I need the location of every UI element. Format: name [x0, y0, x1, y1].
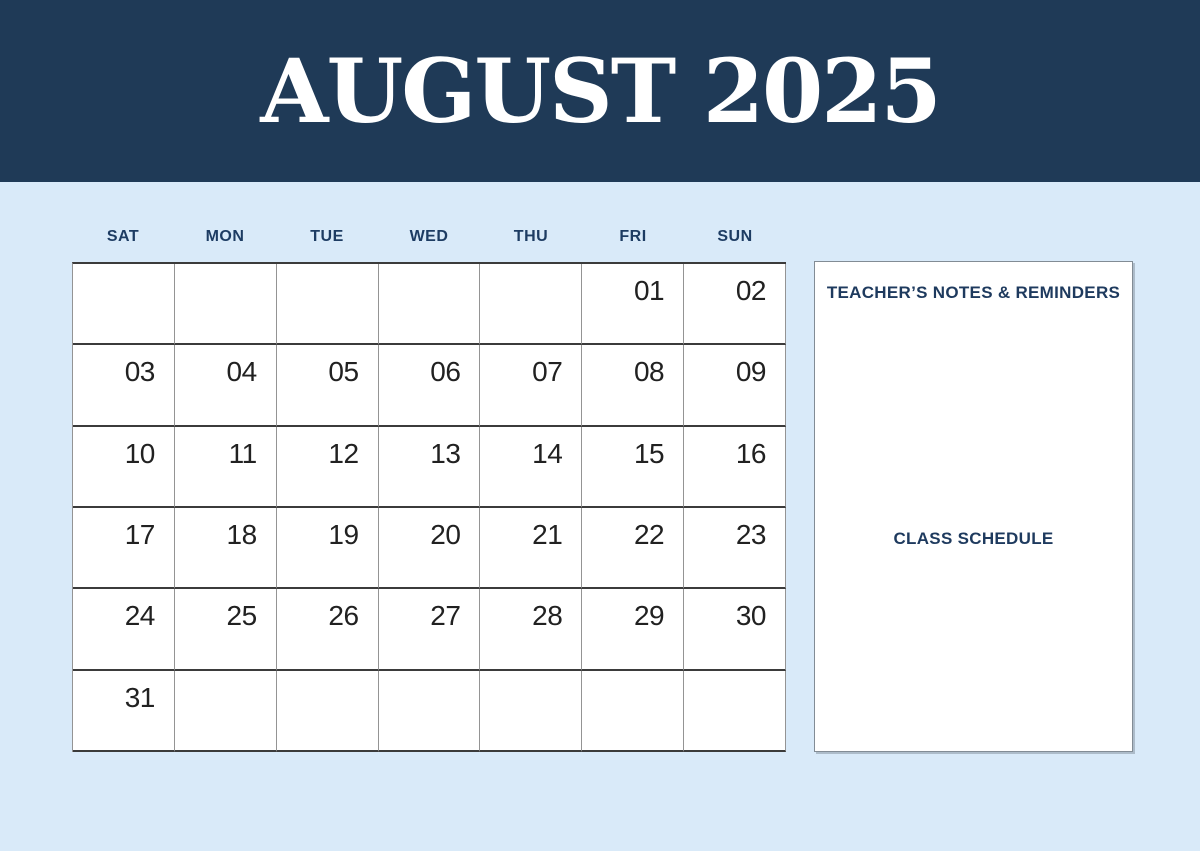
day-number: 03 — [124, 356, 155, 388]
calendar-day-cell-07 — [480, 345, 582, 426]
calendar-day-cell-26 — [277, 589, 379, 670]
header-banner — [0, 0, 1200, 182]
day-number: 30 — [735, 600, 766, 632]
calendar-day-cell-29 — [582, 589, 684, 670]
calendar-day-cell-27 — [379, 589, 481, 670]
calendar-day-cell-08 — [582, 345, 684, 426]
day-number: 10 — [124, 437, 155, 469]
day-number: 16 — [735, 437, 766, 469]
day-number: 07 — [532, 356, 563, 388]
calendar-empty-cell — [277, 671, 379, 752]
calendar-day-cell-24 — [73, 589, 175, 670]
calendar-day-cell-25 — [175, 589, 277, 670]
day-header-row — [72, 223, 786, 251]
day-number: 24 — [124, 600, 155, 632]
calendar-day-cell-09 — [684, 345, 786, 426]
calendar-day-cell-11 — [175, 427, 277, 508]
calendar-empty-cell — [175, 264, 277, 345]
calendar-day-cell-03 — [73, 345, 175, 426]
calendar-day-cell-30 — [684, 589, 786, 670]
notes-title: TEACHER’S NOTES & REMINDERS — [826, 283, 1121, 302]
day-number: 31 — [124, 681, 155, 713]
day-header-sun: SUN — [717, 228, 753, 245]
day-number: 04 — [226, 356, 257, 388]
day-number: 02 — [735, 275, 766, 306]
day-header-mon: MON — [205, 228, 245, 245]
day-number: 29 — [633, 600, 665, 632]
day-number: 20 — [430, 519, 461, 550]
calendar-empty-cell — [582, 671, 684, 752]
day-number: 12 — [328, 437, 359, 469]
page-title: AUGUST 2025 — [260, 39, 940, 143]
day-number: 15 — [633, 437, 665, 469]
day-number: 09 — [735, 356, 766, 388]
notes-panel — [814, 261, 1133, 752]
calendar-empty-cell — [73, 264, 175, 345]
calendar-empty-cell — [379, 671, 481, 752]
calendar-day-cell-18 — [175, 508, 277, 589]
day-header-thu: THU — [513, 228, 549, 245]
calendar-empty-cell — [480, 671, 582, 752]
day-number: 17 — [124, 519, 155, 550]
day-number: 21 — [532, 519, 563, 550]
calendar-day-cell-05 — [277, 345, 379, 426]
day-header-fri: FRI — [619, 228, 647, 245]
day-number: 27 — [430, 600, 461, 632]
calendar-day-cell-04 — [175, 345, 277, 426]
calendar-empty-cell — [379, 264, 481, 345]
calendar-grid — [72, 262, 786, 752]
schedule-title: CLASS SCHEDULE — [893, 529, 1054, 548]
calendar-day-cell-13 — [379, 427, 481, 508]
day-number: 08 — [633, 356, 665, 388]
calendar-day-cell-17 — [73, 508, 175, 589]
day-number: 19 — [328, 519, 359, 550]
calendar-day-cell-23 — [684, 508, 786, 589]
day-number: 01 — [633, 275, 665, 306]
calendar-day-cell-22 — [582, 508, 684, 589]
day-number: 18 — [226, 519, 257, 550]
day-header-wed: WED — [409, 228, 449, 245]
day-number: 14 — [532, 437, 563, 469]
day-header-sat: SAT — [106, 228, 140, 245]
schedule-writing-area — [815, 562, 1132, 747]
calendar-empty-cell — [684, 671, 786, 752]
day-number: 11 — [228, 437, 257, 469]
calendar-empty-cell — [277, 264, 379, 345]
calendar-day-cell-14 — [480, 427, 582, 508]
day-number: 23 — [735, 519, 766, 550]
day-number: 25 — [226, 600, 257, 632]
calendar-empty-cell — [480, 264, 582, 345]
notes-writing-area — [815, 312, 1132, 522]
calendar-day-cell-20 — [379, 508, 481, 589]
day-number: 05 — [328, 356, 359, 388]
day-number: 28 — [532, 600, 563, 632]
day-header-tue: TUE — [310, 228, 344, 245]
calendar-day-cell-16 — [684, 427, 786, 508]
calendar-day-cell-01 — [582, 264, 684, 345]
day-number: 13 — [430, 437, 461, 469]
calendar-day-cell-15 — [582, 427, 684, 508]
calendar-empty-cell — [175, 671, 277, 752]
day-number: 22 — [633, 519, 665, 550]
calendar-day-cell-31 — [73, 671, 175, 752]
calendar-day-cell-02 — [684, 264, 786, 345]
day-number: 06 — [430, 356, 461, 388]
day-number: 26 — [328, 600, 359, 632]
calendar-day-cell-19 — [277, 508, 379, 589]
calendar-day-cell-12 — [277, 427, 379, 508]
calendar-day-cell-21 — [480, 508, 582, 589]
calendar-day-cell-06 — [379, 345, 481, 426]
calendar-day-cell-28 — [480, 589, 582, 670]
calendar-day-cell-10 — [73, 427, 175, 508]
